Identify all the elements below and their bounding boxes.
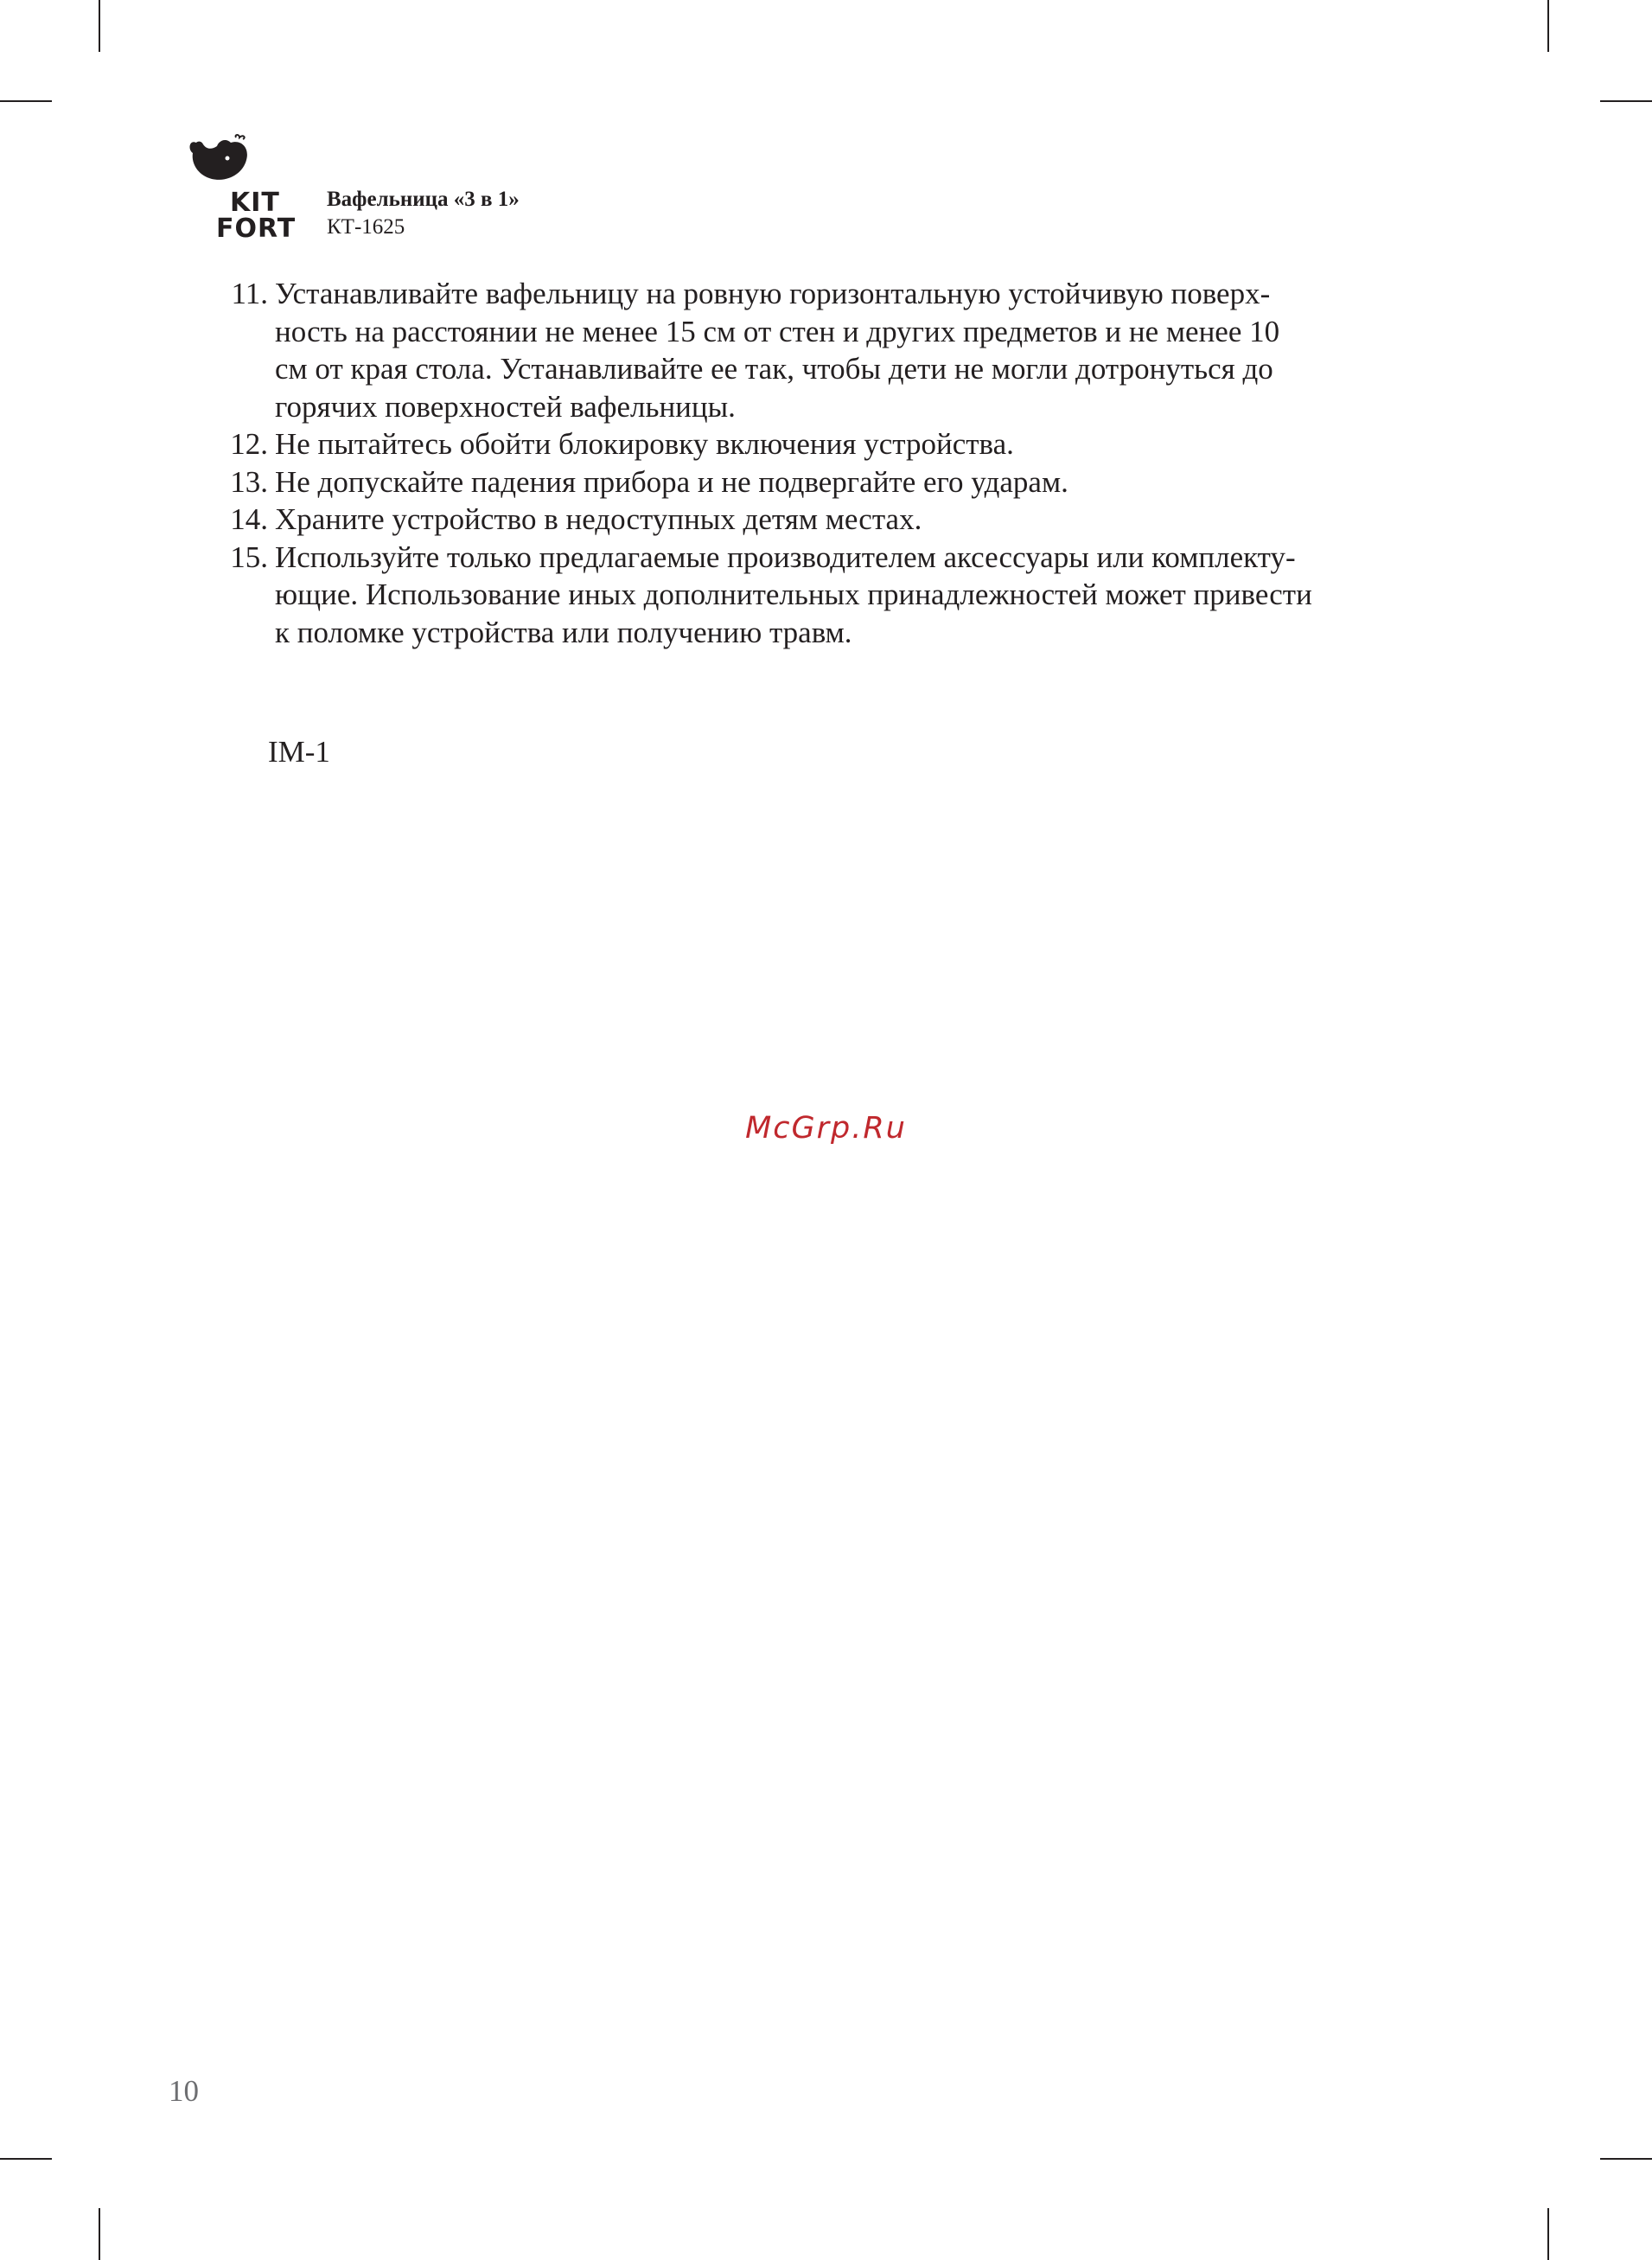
logo-line-fort: FORT <box>216 214 297 244</box>
crop-mark <box>99 0 100 52</box>
model-number: КТ-1625 <box>327 215 405 239</box>
text-line: Не допускайте падения прибора и не подвергайте его ударам. <box>275 464 1068 499</box>
crop-mark <box>1547 0 1549 52</box>
list-item <box>216 501 1461 539</box>
list-item <box>216 425 1461 463</box>
item-number: 15. <box>230 539 268 574</box>
crop-mark <box>1547 2208 1549 2260</box>
crop-mark <box>1600 2158 1652 2160</box>
page-number: 10 <box>169 2074 199 2108</box>
item-text <box>275 275 1461 425</box>
list-item <box>216 539 1461 652</box>
text-line: Храните устройство в недоступных детям местах. <box>275 502 922 536</box>
text-line: горячих поверхностей вафельницы. <box>275 389 736 424</box>
item-text <box>275 425 1461 463</box>
item-number: 13. <box>230 464 268 499</box>
item-text <box>275 539 1461 652</box>
whale-icon <box>186 134 255 190</box>
item-number: 14. <box>230 502 268 536</box>
text-line: см от края стола. Устанавливайте ее так, чтобы дети не могли дотронуться до <box>275 352 1273 386</box>
crop-mark <box>0 100 52 102</box>
kitfort-logo <box>186 134 307 246</box>
item-number: 12. <box>230 427 268 461</box>
text-line: к поломке устройства или получению травм. <box>275 615 852 649</box>
document-code: IM-1 <box>268 735 330 769</box>
item-text <box>275 501 1461 539</box>
text-line: ность на расстоянии не менее 15 см от стен и других предметов и не менее 10 <box>275 314 1280 348</box>
list-item <box>216 463 1461 501</box>
text-line: Устанавливайте вафельницу на ровную горизонтальную устойчивую поверх- <box>275 277 1271 310</box>
text-line: ющие. Использование иных дополнительных принадлежностей может привести <box>275 578 1312 611</box>
item-text <box>275 463 1461 501</box>
crop-mark <box>99 2208 100 2260</box>
crop-mark <box>1600 100 1652 102</box>
crop-mark <box>0 2158 52 2160</box>
logo-line-kit: KIT <box>230 188 280 218</box>
logo-wordmark <box>216 190 296 242</box>
text-line: Используйте только предлагаемые производителем аксессуары или комплекту- <box>275 539 1296 574</box>
item-number: 11. <box>231 277 268 310</box>
watermark-link[interactable]: McGrp.Ru <box>745 1111 907 1146</box>
text-line: Не пытайтесь обойти блокировку включения устройства. <box>275 427 1014 461</box>
list-item <box>216 275 1461 425</box>
instruction-list <box>216 275 1461 651</box>
document-title: Вафельница «3 в 1» <box>327 188 520 211</box>
